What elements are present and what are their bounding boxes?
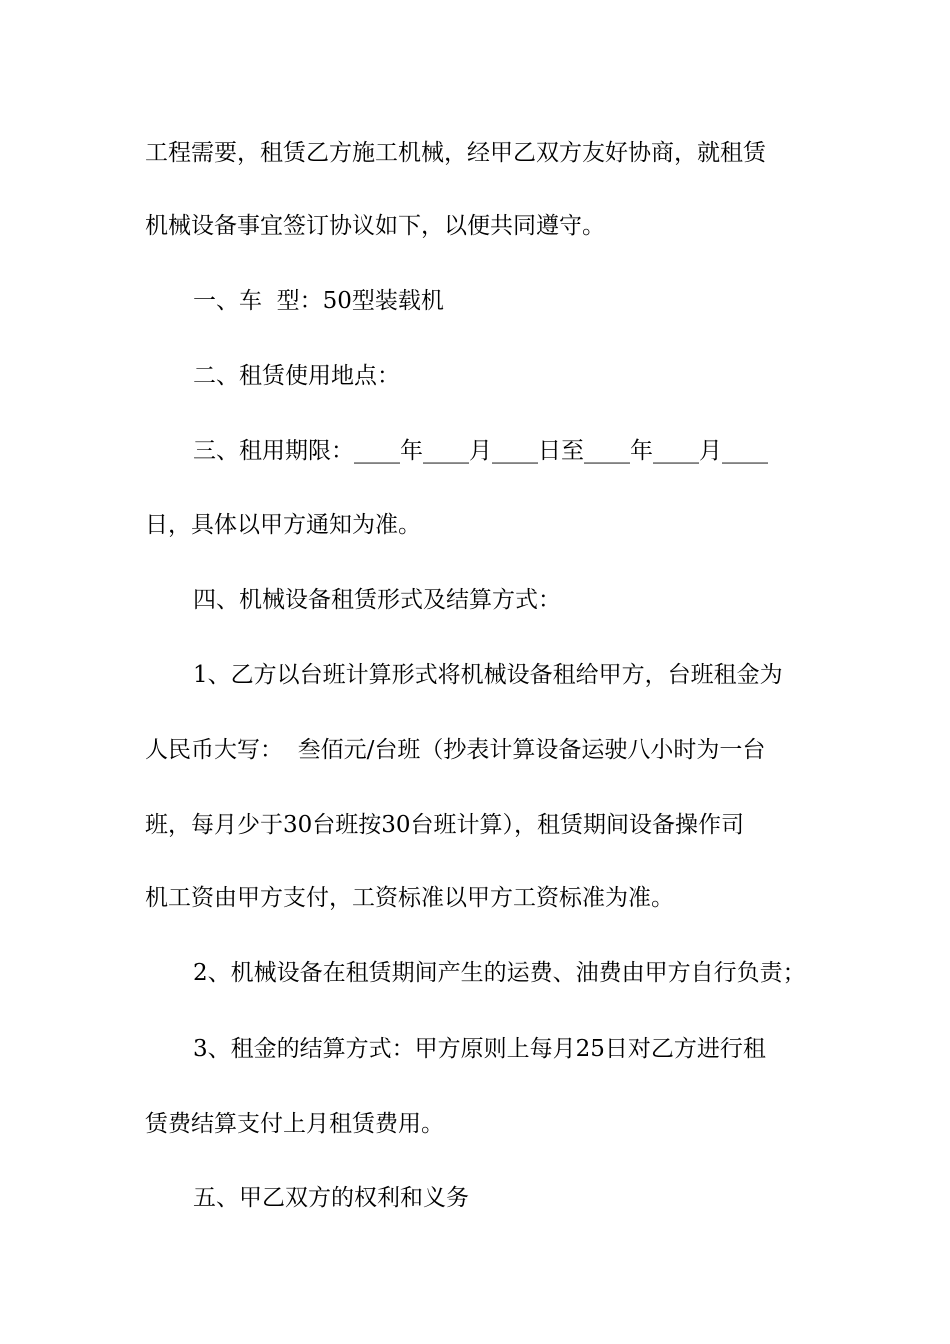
clause-1-line: 班，每月少于30台班按30台班计算），租赁期间设备操作司 <box>145 812 745 838</box>
paragraph-line: 日，具体以甲方通知为准。 <box>145 512 421 538</box>
paragraph-line: 工程需要，租赁乙方施工机械，经甲乙双方友好协商，就租赁 <box>145 140 766 166</box>
section-heading-settlement: 四、机械设备租赁形式及结算方式： <box>193 587 561 613</box>
section-heading-rights-obligations: 五、甲乙双方的权利和义务 <box>193 1185 469 1211</box>
section-heading-location: 二、租赁使用地点： <box>193 363 400 389</box>
clause-2-line: 2、机械设备在租赁期间产生的运费、油费由甲方自行负责； <box>193 960 806 986</box>
clause-3-line: 赁费结算支付上月租赁费用。 <box>145 1111 444 1137</box>
section-heading-lease-period: 三、租用期限：____年____月____日至____年____月____ <box>193 438 768 464</box>
clause-1-line: 人民币大写： 叁佰元/台班（抄表计算设备运驶八小时为一台 <box>145 737 766 763</box>
paragraph-line: 机械设备事宜签订协议如下，以便共同遵守。 <box>145 213 605 239</box>
clause-3-line: 3、租金的结算方式：甲方原则上每月25日对乙方进行租 <box>193 1036 766 1062</box>
clause-1-line: 机工资由甲方支付，工资标准以甲方工资标准为准。 <box>145 885 674 911</box>
section-heading-vehicle-type: 一、车 型：50型装载机 <box>193 288 444 314</box>
clause-1-line: 1、乙方以台班计算形式将机械设备租给甲方，台班租金为 <box>193 662 783 688</box>
